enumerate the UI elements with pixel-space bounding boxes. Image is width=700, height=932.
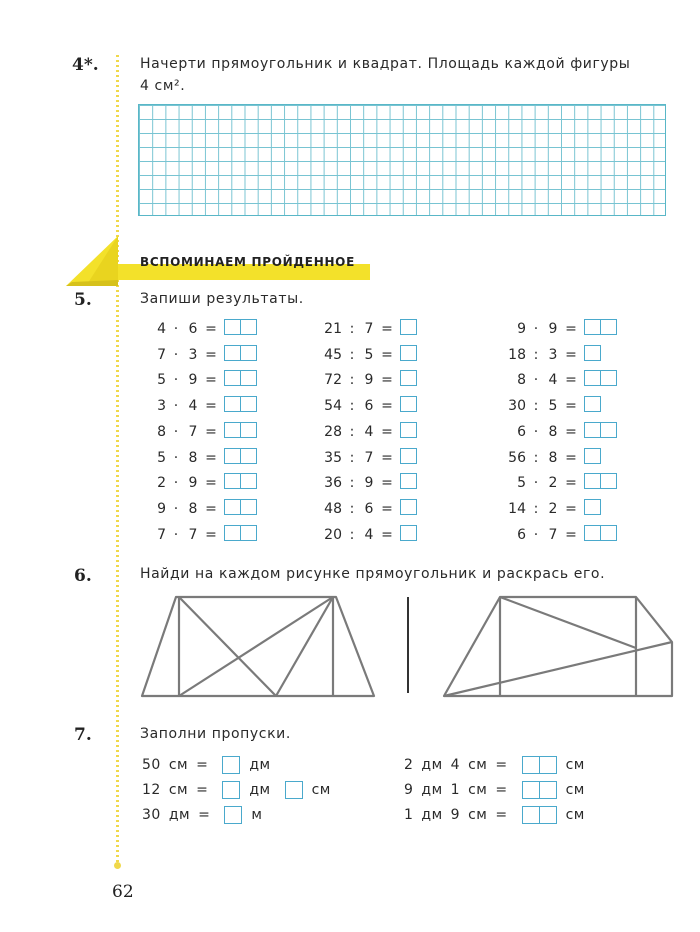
quantity-text: 1 — [450, 782, 461, 798]
answer-boxes — [584, 525, 616, 545]
operand-b: 3 — [188, 346, 198, 363]
answer-box[interactable] — [400, 448, 417, 464]
answer-boxes — [224, 499, 256, 519]
answer-box[interactable] — [224, 525, 241, 541]
answer-box[interactable] — [240, 422, 257, 438]
quantity-text: 2 — [404, 757, 414, 773]
margin-dotted-line — [116, 55, 119, 865]
answer-box[interactable] — [240, 448, 257, 464]
operand-a: 56 — [508, 449, 526, 466]
answer-box[interactable] — [240, 370, 257, 386]
operand-a: 54 — [324, 398, 342, 415]
answer-box[interactable] — [240, 345, 257, 361]
operand-b: 4 — [364, 526, 374, 543]
operand-a: 20 — [324, 526, 342, 543]
task4-text-line2: 4 см². — [140, 78, 186, 94]
answer-box[interactable] — [224, 473, 241, 489]
equals-sign: = — [205, 398, 217, 415]
equals-sign: = — [565, 372, 577, 389]
exercise-row — [500, 346, 600, 364]
operand-a: 30 — [508, 398, 526, 415]
answer-box[interactable] — [584, 499, 601, 515]
exercise-row — [140, 346, 256, 364]
equals-sign: = — [565, 423, 577, 440]
answer-box[interactable] — [522, 806, 540, 824]
operand-b: 4 — [548, 372, 558, 389]
operand-a: 8 — [157, 423, 166, 440]
operand-b: 9 — [364, 372, 374, 389]
operator: : — [533, 449, 539, 466]
operand-b: 2 — [548, 500, 558, 517]
answer-box[interactable] — [584, 345, 601, 361]
answer-box[interactable] — [224, 345, 241, 361]
task7-number: 7. — [74, 725, 92, 745]
answer-boxes — [222, 756, 239, 774]
answer-box[interactable] — [584, 422, 601, 438]
answer-boxes — [400, 370, 416, 390]
answer-box[interactable] — [224, 448, 241, 464]
operator: · — [533, 321, 539, 337]
answer-box[interactable] — [400, 525, 417, 541]
operator: · — [533, 423, 539, 440]
answer-box[interactable] — [600, 422, 617, 438]
task4-number: 4*. — [72, 55, 99, 75]
equals-sign: = — [565, 321, 577, 337]
quantity-text: см — [468, 782, 488, 798]
operand-a: 9 — [517, 321, 526, 337]
equals-sign: = — [205, 346, 217, 363]
answer-boxes — [400, 345, 416, 365]
equals-sign: = — [381, 372, 393, 389]
quantity-text: м — [251, 807, 263, 823]
equals-sign: = — [565, 526, 577, 543]
operand-b: 9 — [364, 475, 374, 492]
answer-box[interactable] — [240, 319, 257, 335]
answer-box[interactable] — [584, 370, 601, 386]
equals-sign: = — [205, 321, 217, 337]
operator: : — [349, 423, 355, 440]
answer-boxes — [400, 422, 416, 442]
exercise-row — [140, 474, 256, 492]
answer-box[interactable] — [539, 781, 557, 799]
answer-boxes — [522, 806, 556, 824]
operand-a: 48 — [324, 500, 342, 517]
answer-box[interactable] — [400, 345, 417, 361]
quantity-text: см — [565, 782, 585, 798]
answer-box[interactable] — [584, 473, 601, 489]
exercise-row — [500, 500, 600, 518]
margin-dot — [114, 862, 121, 869]
task4-text-line1: Начерти прямоугольник и квадрат. Площадь каждой фигуры — [140, 56, 631, 72]
operand-a: 4 — [157, 321, 166, 337]
operand-b: 7 — [548, 526, 558, 543]
answer-box[interactable] — [522, 781, 540, 799]
answer-box[interactable] — [224, 499, 241, 515]
answer-box[interactable] — [600, 319, 617, 335]
equals-sign: = — [205, 475, 217, 492]
answer-box[interactable] — [522, 756, 540, 774]
quantity-text: дм — [249, 757, 271, 773]
quantity-text: см — [565, 757, 585, 773]
answer-boxes — [584, 422, 616, 442]
operator: : — [533, 346, 539, 363]
exercise-row — [316, 423, 416, 441]
operand-b: 7 — [188, 526, 198, 543]
task7-instruction: Заполни пропуски. — [140, 726, 291, 742]
operator: : — [349, 500, 355, 517]
answer-box[interactable] — [584, 525, 601, 541]
figure-divider — [407, 597, 409, 693]
answer-boxes — [224, 396, 256, 416]
operand-a: 36 — [324, 475, 342, 492]
answer-boxes — [400, 448, 416, 468]
equals-sign: = — [381, 398, 393, 415]
operand-a: 35 — [324, 449, 342, 466]
answer-box[interactable] — [285, 781, 303, 799]
operator: · — [173, 398, 179, 415]
operand-a: 5 — [157, 449, 166, 466]
quantity-text: 9 — [404, 782, 414, 798]
answer-boxes — [584, 370, 616, 390]
exercise-row — [500, 397, 600, 415]
operator: · — [173, 449, 179, 466]
answer-box[interactable] — [240, 525, 257, 541]
fill-in-row — [404, 780, 593, 800]
quantity-text: дм — [421, 782, 443, 798]
quantity-text: см — [565, 807, 585, 823]
operator: · — [173, 372, 179, 389]
operator: · — [173, 475, 179, 492]
section-title: ВСПОМИНАЕМ ПРОЙДЕННОЕ — [140, 255, 355, 269]
equals-sign: = — [381, 321, 393, 337]
answer-box[interactable] — [400, 319, 417, 335]
exercise-row — [316, 500, 416, 518]
quantity-text: 50 — [142, 757, 161, 773]
equals-sign: = — [196, 782, 209, 798]
equals-sign: = — [381, 346, 393, 363]
answer-box[interactable] — [400, 396, 417, 412]
answer-boxes — [584, 473, 616, 493]
operand-b: 5 — [548, 398, 558, 415]
quantity-text: дм — [421, 807, 443, 823]
answer-box[interactable] — [600, 525, 617, 541]
answer-box[interactable] — [584, 396, 601, 412]
answer-box[interactable] — [539, 756, 557, 774]
operand-a: 14 — [508, 500, 526, 517]
exercise-row — [500, 449, 600, 467]
operand-b: 3 — [548, 346, 558, 363]
figure-trapezoid[interactable] — [140, 592, 380, 702]
exercise-row — [500, 320, 616, 338]
answer-box[interactable] — [224, 370, 241, 386]
equals-sign: = — [381, 500, 393, 517]
operand-a: 21 — [324, 321, 342, 337]
operand-b: 2 — [548, 475, 558, 492]
operator: · — [173, 500, 179, 517]
operand-a: 18 — [508, 346, 526, 363]
answer-boxes — [400, 525, 416, 545]
answer-boxes — [222, 781, 239, 799]
answer-box[interactable] — [400, 370, 417, 386]
exercise-row — [316, 397, 416, 415]
equals-sign: = — [565, 500, 577, 517]
answer-boxes — [285, 781, 302, 799]
operand-b: 7 — [188, 423, 198, 440]
answer-boxes — [224, 448, 256, 468]
operand-b: 8 — [188, 500, 198, 517]
answer-boxes — [584, 345, 600, 365]
quantity-text: см — [168, 757, 189, 773]
answer-box[interactable] — [584, 319, 601, 335]
answer-boxes — [584, 448, 600, 468]
answer-boxes — [224, 473, 256, 493]
operand-b: 6 — [364, 398, 374, 415]
answer-box[interactable] — [240, 499, 257, 515]
answer-box[interactable] — [224, 806, 242, 824]
exercise-row — [140, 449, 256, 467]
operand-a: 5 — [517, 475, 526, 492]
equals-sign: = — [205, 372, 217, 389]
quantity-text: 4 — [450, 757, 461, 773]
exercise-row — [140, 320, 256, 338]
operator: · — [173, 526, 179, 543]
equals-sign: = — [196, 757, 209, 773]
equals-sign: = — [565, 475, 577, 492]
operator: : — [349, 398, 355, 415]
answer-box[interactable] — [600, 473, 617, 489]
exercise-row — [316, 474, 416, 492]
operand-a: 45 — [324, 346, 342, 363]
operator: · — [173, 423, 179, 440]
operand-b: 7 — [364, 321, 374, 337]
answer-box[interactable] — [240, 473, 257, 489]
answer-boxes — [400, 319, 416, 339]
quantity-text: 12 — [142, 782, 161, 798]
equals-sign: = — [495, 807, 508, 823]
equals-sign: = — [381, 475, 393, 492]
answer-box[interactable] — [539, 806, 557, 824]
operand-b: 4 — [188, 398, 198, 415]
quantity-text: см — [468, 757, 488, 773]
operator: · — [533, 372, 539, 389]
operand-b: 6 — [364, 500, 374, 517]
exercise-row — [316, 449, 416, 467]
task6-instruction: Найди на каждом рисунке прямоугольник и раскрась его. — [140, 566, 606, 582]
operand-b: 7 — [364, 449, 374, 466]
operand-b: 9 — [188, 372, 198, 389]
operator: · — [173, 346, 179, 363]
equals-sign: = — [205, 423, 217, 440]
answer-boxes — [522, 756, 556, 774]
exercise-row — [140, 423, 256, 441]
exercise-row — [500, 371, 616, 389]
operand-b: 8 — [188, 449, 198, 466]
exercise-row — [140, 526, 256, 544]
operand-a: 8 — [517, 372, 526, 389]
equals-sign: = — [565, 449, 577, 466]
answer-box[interactable] — [222, 781, 240, 799]
operator: · — [173, 321, 179, 337]
operand-b: 8 — [548, 449, 558, 466]
quantity-text: дм — [249, 782, 271, 798]
operator: : — [349, 475, 355, 492]
answer-boxes — [400, 499, 416, 519]
answer-box[interactable] — [222, 756, 240, 774]
operator: : — [349, 372, 355, 389]
equals-sign: = — [565, 398, 577, 415]
fill-in-row — [404, 755, 593, 775]
quantity-text: дм — [168, 807, 191, 823]
operator: · — [533, 526, 539, 543]
exercise-row — [500, 474, 616, 492]
graph-paper-grid[interactable] — [138, 104, 666, 216]
exercise-row — [500, 526, 616, 544]
operand-a: 2 — [157, 475, 166, 492]
quantity-text: дм — [421, 757, 443, 773]
answer-boxes — [224, 422, 256, 442]
quantity-text: см — [468, 807, 488, 823]
figure-pentagon[interactable] — [440, 592, 680, 702]
answer-box[interactable] — [224, 319, 241, 335]
operand-a: 28 — [324, 423, 342, 440]
operand-a: 9 — [157, 500, 166, 517]
quantity-text: см — [168, 782, 189, 798]
task5-instruction: Запиши результаты. — [140, 291, 304, 307]
quantity-text: 30 — [142, 807, 161, 823]
operator: : — [349, 346, 355, 363]
operand-a: 3 — [157, 398, 166, 415]
operand-a: 6 — [517, 423, 526, 440]
answer-boxes — [224, 319, 256, 339]
answer-boxes — [584, 319, 616, 339]
equals-sign: = — [381, 423, 393, 440]
operator: : — [533, 500, 539, 517]
operand-a: 7 — [157, 346, 166, 363]
operand-a: 6 — [517, 526, 526, 543]
equals-sign: = — [495, 757, 508, 773]
answer-box[interactable] — [400, 422, 417, 438]
exercise-row — [316, 320, 416, 338]
answer-boxes — [224, 806, 241, 824]
equals-sign: = — [565, 346, 577, 363]
fill-in-row — [142, 805, 270, 825]
fill-in-row — [142, 780, 339, 800]
operator: : — [349, 321, 355, 337]
answer-boxes — [522, 781, 556, 799]
operand-b: 4 — [364, 423, 374, 440]
answer-boxes — [224, 370, 256, 390]
fill-in-row — [404, 805, 593, 825]
quantity-text: см — [311, 782, 331, 798]
answer-boxes — [584, 499, 600, 519]
answer-boxes — [400, 473, 416, 493]
exercise-row — [316, 371, 416, 389]
exercise-row — [140, 397, 256, 415]
answer-box[interactable] — [240, 396, 257, 412]
operand-a: 5 — [157, 372, 166, 389]
answer-box[interactable] — [584, 448, 601, 464]
task6-number: 6. — [74, 566, 92, 586]
answer-box[interactable] — [600, 370, 617, 386]
exercise-row — [316, 346, 416, 364]
answer-boxes — [584, 396, 600, 416]
quantity-text: 1 — [404, 807, 414, 823]
answer-boxes — [400, 396, 416, 416]
page-number: 62 — [112, 882, 134, 902]
exercise-row — [500, 423, 616, 441]
operand-b: 5 — [364, 346, 374, 363]
operator: : — [533, 398, 539, 415]
equals-sign: = — [381, 449, 393, 466]
answer-box[interactable] — [400, 473, 417, 489]
exercise-row — [316, 526, 416, 544]
equals-sign: = — [205, 526, 217, 543]
equals-sign: = — [381, 526, 393, 543]
answer-box[interactable] — [400, 499, 417, 515]
operand-b: 9 — [548, 321, 558, 337]
answer-box[interactable] — [224, 396, 241, 412]
equals-sign: = — [205, 449, 217, 466]
exercise-row — [140, 371, 256, 389]
answer-box[interactable] — [224, 422, 241, 438]
answer-boxes — [224, 525, 256, 545]
operand-a: 7 — [157, 526, 166, 543]
operator: : — [349, 526, 355, 543]
exercise-row — [140, 500, 256, 518]
operand-b: 9 — [188, 475, 198, 492]
fill-in-row — [142, 755, 279, 775]
equals-sign: = — [495, 782, 508, 798]
operand-b: 8 — [548, 423, 558, 440]
equals-sign: = — [198, 807, 211, 823]
operator: · — [533, 475, 539, 492]
operand-a: 72 — [324, 372, 342, 389]
answer-boxes — [224, 345, 256, 365]
operand-b: 6 — [188, 321, 198, 337]
task5-number: 5. — [74, 290, 92, 310]
quantity-text: 9 — [450, 807, 461, 823]
operator: : — [349, 449, 355, 466]
equals-sign: = — [205, 500, 217, 517]
